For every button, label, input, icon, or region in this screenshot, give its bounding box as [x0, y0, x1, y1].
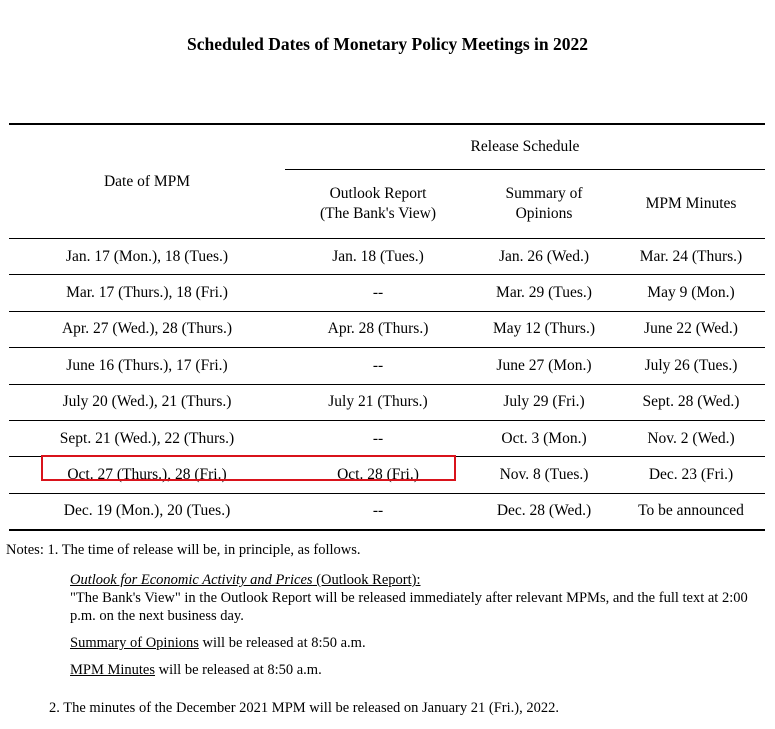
minutes-title: MPM Minutes	[70, 662, 156, 678]
highlight-box	[41, 455, 456, 481]
cell-date: Jan. 17 (Mon.), 18 (Tues.)	[9, 239, 285, 275]
note-outlook-report	[70, 571, 770, 625]
cell-minutes: Mar. 24 (Thurs.)	[617, 239, 765, 275]
cell-summary: June 27 (Mon.)	[471, 348, 617, 384]
cell-outlook: --	[285, 348, 471, 384]
summary-text: will be released at 8:50 a.m.	[198, 635, 366, 651]
cell-summary: Dec. 28 (Wed.)	[471, 493, 617, 530]
header-date-of-mpm: Date of MPM	[9, 124, 285, 239]
table-row	[9, 239, 765, 275]
cell-minutes: July 26 (Tues.)	[617, 348, 765, 384]
cell-summary: Mar. 29 (Tues.)	[471, 275, 617, 311]
cell-date: June 16 (Thurs.), 17 (Fri.)	[9, 348, 285, 384]
table-row	[9, 275, 765, 311]
header-summary-line1: Summary of	[505, 185, 583, 202]
cell-minutes: Sept. 28 (Wed.)	[617, 384, 765, 420]
header-outlook-line1: Outlook Report	[329, 185, 427, 202]
note-2: 2. The minutes of the December 2021 MPM will be released on January 21 (Fri.), 2022.	[49, 700, 559, 716]
cell-minutes: Nov. 2 (Wed.)	[617, 420, 765, 456]
note-summary-of-opinions	[70, 634, 770, 652]
cell-minutes: June 22 (Wed.)	[617, 311, 765, 347]
cell-summary: May 12 (Thurs.)	[471, 311, 617, 347]
table-row	[9, 311, 765, 347]
cell-date: Sept. 21 (Wed.), 22 (Thurs.)	[9, 420, 285, 456]
cell-summary: July 29 (Fri.)	[471, 384, 617, 420]
cell-summary: Nov. 8 (Tues.)	[471, 457, 617, 493]
summary-title: Summary of Opinions	[70, 635, 199, 651]
header-release-schedule: Release Schedule	[285, 124, 765, 170]
cell-outlook: --	[285, 275, 471, 311]
header-mpm-minutes: MPM Minutes	[617, 170, 765, 239]
note-mpm-minutes	[70, 661, 770, 679]
cell-date: Dec. 19 (Mon.), 20 (Tues.)	[9, 493, 285, 530]
cell-date: Mar. 17 (Thurs.), 18 (Fri.)	[9, 275, 285, 311]
outlook-abbrev: (Outlook Report):	[312, 572, 421, 588]
header-summary-of-opinions	[471, 170, 617, 239]
header-outlook-report	[285, 170, 471, 239]
table-row	[9, 348, 765, 384]
header-outlook-line2: (The Bank's View)	[319, 205, 437, 222]
cell-outlook: --	[285, 493, 471, 530]
table-row	[9, 493, 765, 530]
cell-summary: Jan. 26 (Wed.)	[471, 239, 617, 275]
cell-date: Apr. 27 (Wed.), 28 (Thurs.)	[9, 311, 285, 347]
minutes-text: will be released at 8:50 a.m.	[155, 662, 322, 678]
page-title: Scheduled Dates of Monetary Policy Meetings in 2022	[187, 34, 588, 54]
cell-outlook: Jan. 18 (Tues.)	[285, 239, 471, 275]
cell-date: July 20 (Wed.), 21 (Thurs.)	[9, 384, 285, 420]
outlook-text: "The Bank's View" in the Outlook Report will be released immediately after relevant MPMs, and the full text at 2:00 p.m. on the next business day.	[70, 590, 748, 624]
header-summary-line2: Opinions	[515, 205, 573, 222]
table-row	[9, 384, 765, 420]
cell-minutes: Dec. 23 (Fri.)	[617, 457, 765, 493]
cell-summary: Oct. 3 (Mon.)	[471, 420, 617, 456]
cell-date: Oct. 27 (Thurs.), 28 (Fri.)	[9, 457, 285, 493]
cell-outlook: Oct. 28 (Fri.)	[285, 457, 471, 493]
cell-minutes: May 9 (Mon.)	[617, 275, 765, 311]
outlook-title-link: Outlook for Economic Activity and Prices	[70, 572, 313, 588]
table-row	[9, 420, 765, 456]
cell-minutes: To be announced	[617, 493, 765, 530]
cell-outlook: July 21 (Thurs.)	[285, 384, 471, 420]
cell-outlook: --	[285, 420, 471, 456]
note-1: Notes: 1. The time of release will be, in principle, as follows.	[6, 542, 361, 558]
cell-outlook: Apr. 28 (Thurs.)	[285, 311, 471, 347]
